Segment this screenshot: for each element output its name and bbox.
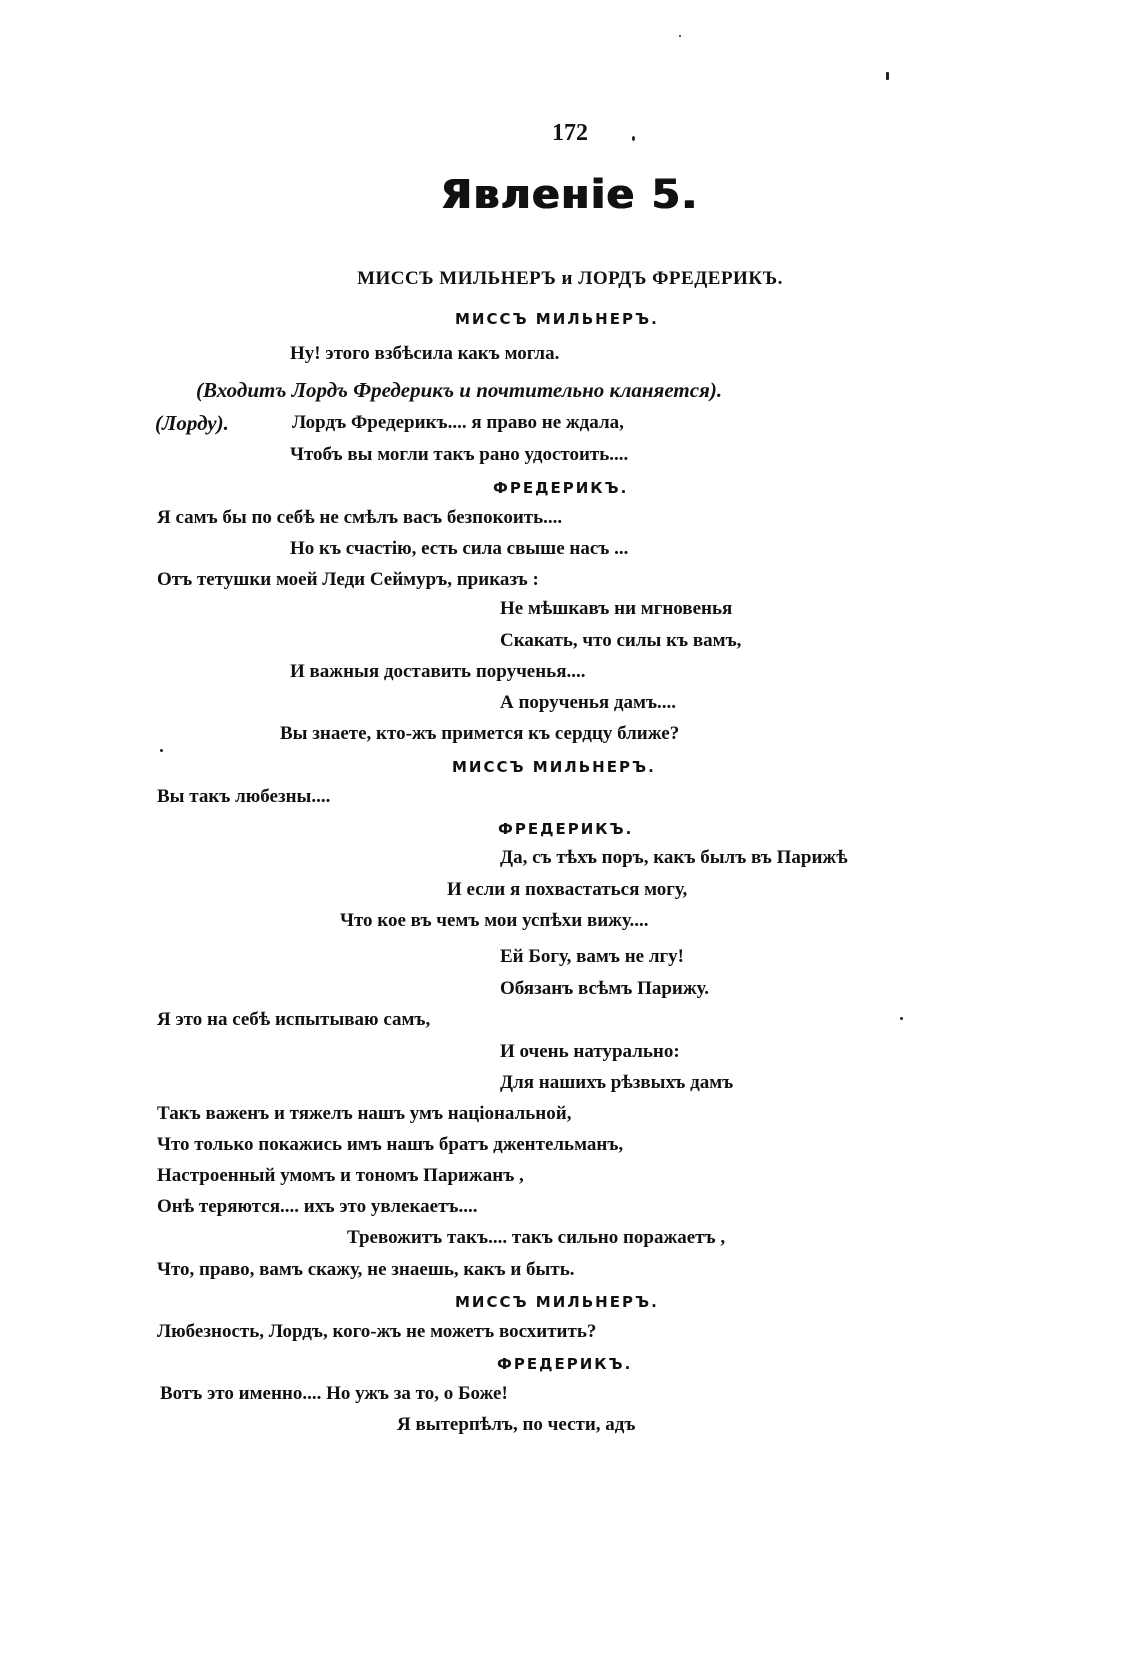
verse-line: И важныя доставить порученья.... bbox=[290, 661, 586, 682]
aside-direction: (Лорду). bbox=[155, 411, 229, 435]
verse-line: Лордъ Фредерикъ.... я право не ждала, bbox=[292, 412, 624, 433]
verse-line: Что, право, вамъ скажу, не знаешь, какъ и быть. bbox=[157, 1259, 575, 1280]
scan-speck bbox=[900, 1017, 903, 1020]
speaker-label: МИССЪ МИЛЬНЕРЪ. bbox=[455, 310, 659, 328]
speaker-label: МИССЪ МИЛЬНЕРЪ. bbox=[455, 1293, 659, 1311]
verse-line: Вотъ это именно.... Но ужъ за то, о Боже! bbox=[160, 1383, 508, 1404]
speaker-label: ФРЕДЕРИКЪ. bbox=[498, 820, 634, 838]
verse-line: Ну! этого взбѣсила какъ могла. bbox=[290, 343, 560, 364]
verse-line: Вы такъ любезны.... bbox=[157, 786, 331, 807]
verse-line: Чтобъ вы могли такъ рано удостоить.... bbox=[290, 444, 629, 465]
scan-speck bbox=[632, 136, 635, 141]
stage-direction: (Входитъ Лордъ Фредерикъ и почтительно кланяется). bbox=[196, 378, 723, 402]
scan-speck bbox=[886, 72, 889, 80]
cast-line: МИССЪ МИЛЬНЕРЪ и ЛОРДЪ ФРЕДЕРИКЪ. bbox=[357, 268, 783, 289]
scene-title: Явленіе 5. bbox=[441, 172, 699, 218]
verse-line: Но къ счастію, есть сила свыше насъ ... bbox=[290, 538, 629, 559]
verse-line: Настроенный умомъ и тономъ Парижанъ , bbox=[157, 1165, 524, 1186]
verse-line: Для нашихъ рѣзвыхъ дамъ bbox=[500, 1072, 734, 1093]
verse-line: Ей Богу, вамъ не лгу! bbox=[500, 946, 684, 967]
scan-speck bbox=[160, 749, 163, 752]
scan-speck bbox=[679, 35, 681, 37]
page-number: 172 bbox=[552, 120, 588, 146]
verse-line: Такъ важенъ и тяжелъ нашъ умъ національной, bbox=[157, 1103, 572, 1124]
speaker-label: ФРЕДЕРИКЪ. bbox=[497, 1355, 633, 1373]
speaker-label: МИССЪ МИЛЬНЕРЪ. bbox=[452, 758, 656, 776]
speaker-label: ФРЕДЕРИКЪ. bbox=[493, 479, 629, 497]
verse-line: Да, съ тѣхъ поръ, какъ былъ въ Парижѣ bbox=[500, 847, 848, 868]
verse-line: И очень натурально: bbox=[500, 1041, 680, 1062]
verse-line: Любезность, Лордъ, кого-жъ не можетъ восхитить? bbox=[157, 1321, 597, 1342]
verse-line: Я самъ бы по себѣ не смѣлъ васъ безпокоить.... bbox=[157, 507, 563, 528]
verse-line: Не мѣшкавъ ни мгновенья bbox=[500, 598, 733, 619]
verse-line: Отъ тетушки моей Леди Сеймуръ, приказъ : bbox=[157, 569, 539, 590]
verse-line: Вы знаете, кто-жъ примется къ сердцу ближе? bbox=[280, 723, 680, 744]
verse-line: Скакать, что силы къ вамъ, bbox=[500, 630, 742, 651]
verse-line: Что кое въ чемъ мои успѣхи вижу.... bbox=[340, 910, 649, 931]
verse-line: Обязанъ всѣмъ Парижу. bbox=[500, 978, 710, 999]
verse-line: Тревожитъ такъ.... такъ сильно поражаетъ , bbox=[347, 1227, 726, 1248]
verse-line: Что только покажись имъ нашъ братъ джентельманъ, bbox=[157, 1134, 624, 1155]
verse-line: Онѣ теряются.... ихъ это увлекаетъ.... bbox=[157, 1196, 478, 1217]
verse-line: А порученья дамъ.... bbox=[500, 692, 677, 713]
verse-line: Я вытерпѣлъ, по чести, адъ bbox=[397, 1414, 636, 1435]
verse-line: Я это на себѣ испытываю самъ, bbox=[157, 1009, 431, 1030]
verse-line: И если я похвастаться могу, bbox=[447, 879, 688, 900]
